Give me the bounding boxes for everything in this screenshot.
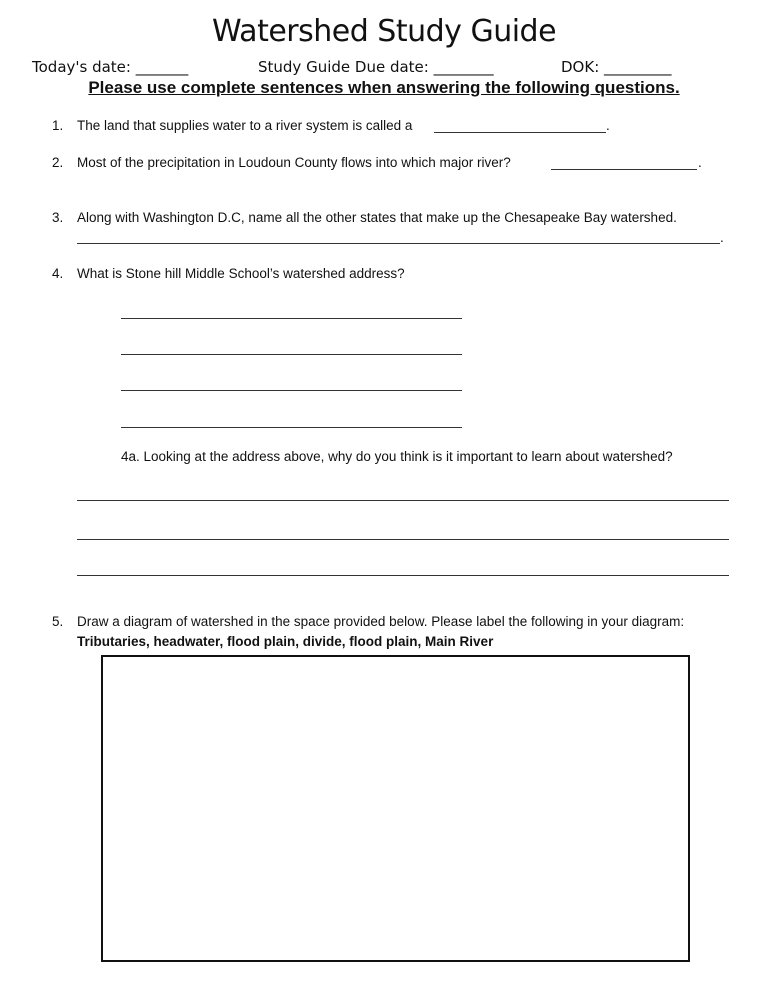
answer-line-4a-1[interactable] (77, 500, 729, 501)
dok-label: DOK: (561, 58, 600, 76)
answer-line-3[interactable] (77, 243, 720, 244)
diagram-drawing-box[interactable] (101, 655, 690, 962)
question-number: 3. (52, 210, 64, 225)
diagram-labels: Tributaries, headwater, flood plain, divide, flood plain, Main River (77, 634, 494, 649)
question-text: What is Stone hill Middle School’s watershed address? (77, 266, 405, 281)
question-4 (52, 266, 405, 281)
todays-date-field (32, 58, 188, 76)
question-text: Along with Washington D.C, name all the other states that make up the Chesapeake Bay watershed. (77, 210, 677, 225)
due-date-blank: ________ (433, 58, 494, 76)
due-date-label: Study Guide Due date: (258, 58, 429, 76)
question-text: The land that supplies water to a river system is called a (77, 118, 413, 133)
suffix-period: . (606, 118, 610, 133)
document-title: Watershed Study Guide (211, 14, 557, 49)
question-3 (52, 210, 677, 225)
answer-line-4a-2[interactable] (77, 539, 729, 540)
question-text: Most of the precipitation in Loudoun County flows into which major river? (77, 155, 511, 170)
suffix-period: . (698, 155, 702, 170)
address-line-3[interactable] (121, 390, 462, 391)
question-number: 4. (52, 266, 64, 281)
question-number: 5. (52, 614, 64, 629)
answer-line-2[interactable] (551, 169, 697, 170)
question-number: 1. (52, 118, 64, 133)
answer-line-1[interactable] (434, 132, 606, 133)
dok-field (561, 58, 672, 76)
question-text: Draw a diagram of watershed in the space provided below. Please label the following in your diagram: (77, 614, 685, 629)
question-4a: 4a. Looking at the address above, why do you think is it important to learn about watershed? (121, 449, 673, 464)
todays-date-label: Today's date: (32, 58, 131, 76)
due-date-field (258, 58, 494, 76)
question-5 (52, 614, 684, 629)
address-line-4[interactable] (121, 427, 462, 428)
question-1 (52, 118, 412, 133)
question-2 (52, 155, 511, 170)
suffix-period: . (720, 230, 724, 245)
answer-line-4a-3[interactable] (77, 575, 729, 576)
instructions: Please use complete sentences when answering the following questions. (88, 78, 680, 97)
question-number: 2. (52, 155, 64, 170)
address-line-2[interactable] (121, 354, 462, 355)
address-line-1[interactable] (121, 318, 462, 319)
todays-date-blank: _______ (135, 58, 189, 76)
dok-blank: _________ (604, 58, 672, 76)
